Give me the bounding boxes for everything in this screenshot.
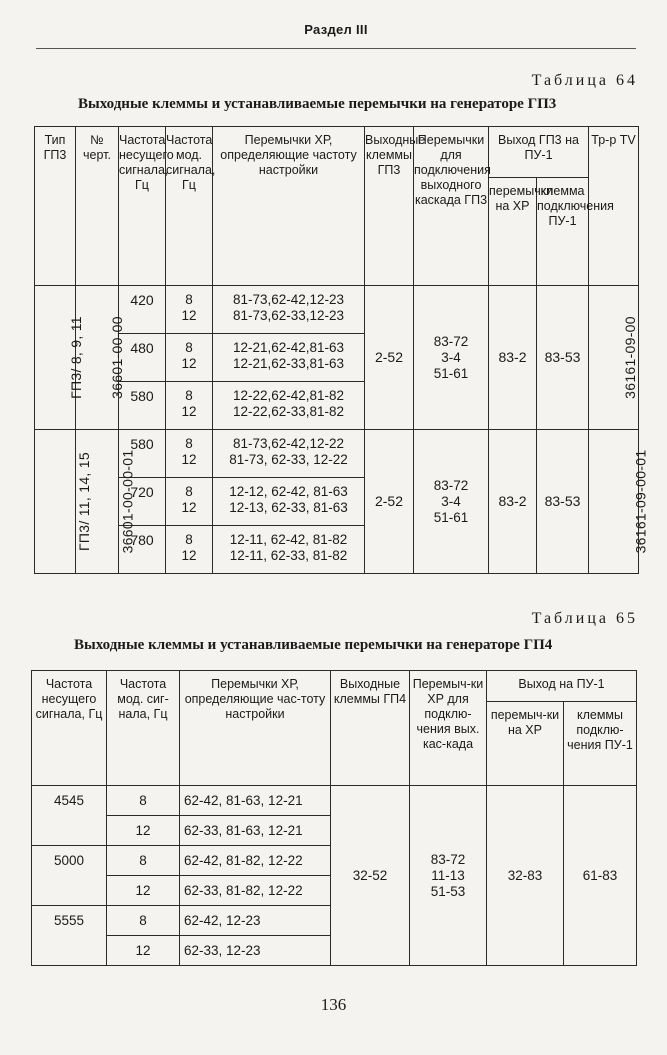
mod-frequency: 8 (107, 906, 180, 936)
header-transformer: Тр-р TV (589, 127, 639, 286)
pu-terminals: 61-83 (564, 786, 637, 966)
table-64-title: Выходные клеммы и устанавливаемые перемычки на генераторе ГП3 (78, 96, 557, 112)
header-pu-terminal: клемма подключения ПУ-1 (537, 178, 589, 286)
carrier-frequency: 580 (119, 430, 166, 478)
jumper-settings: 62-33, 12-23 (180, 936, 331, 966)
group-drawing: 36601-00-00 (76, 286, 119, 430)
table-65 (31, 670, 637, 966)
header-type: Тип ГП3 (35, 127, 76, 286)
carrier-frequency: 720 (119, 478, 166, 526)
jumper-settings: 81-73,62-42,12-23 81-73,62-33,12-23 (213, 286, 365, 334)
header-drawing: № черт. (76, 127, 119, 286)
output-jumpers: 83-72 3-4 51-61 (414, 286, 489, 430)
output-jumpers: 83-72 3-4 51-61 (414, 430, 489, 574)
page-number: 136 (320, 995, 347, 1014)
group-type: ГП3/ 11, 14, 15 (35, 430, 76, 574)
header-jumpers: Перемычки ХР, определяющие час-тоту настройки (180, 671, 331, 786)
output-terminals: 2-52 (365, 286, 414, 430)
table-65-number: Таблица 65 (531, 610, 638, 627)
header-out-jumpers: Перемыч-ки ХР для подклю-чения вых. кас-када (410, 671, 487, 786)
header-carrier: Частота несущего сигнала, Гц (32, 671, 107, 786)
carrier-frequency: 420 (119, 286, 166, 334)
header-pu-jumpers: перемыч-ки на ХР (487, 702, 564, 786)
mod-frequency: 8 12 (166, 382, 213, 430)
pu-jumpers: 83-2 (489, 430, 537, 574)
header-pu-jumpers: перемычки на ХР (489, 178, 537, 286)
table-64-number: Таблица 64 (531, 72, 638, 89)
group-type: ГП3/ 8, 9, 11 (35, 286, 76, 430)
header-pu-group: Выход на ПУ-1 (487, 671, 637, 702)
header-jumpers: Перемычки ХР, определяющие частоту настройки (213, 127, 365, 286)
mod-frequency: 8 (107, 786, 180, 816)
pu-jumpers: 32-83 (487, 786, 564, 966)
pu-jumpers: 83-2 (489, 286, 537, 430)
output-terminals: 32-52 (331, 786, 410, 966)
transformer-drawing: 36161-09-00-01 (589, 430, 639, 574)
header-carrier: Частота несущего сигнала, Гц (119, 127, 166, 286)
pu-terminal: 83-53 (537, 286, 589, 430)
mod-frequency: 12 (107, 816, 180, 846)
mod-frequency: 12 (107, 876, 180, 906)
carrier-frequency: 5555 (32, 906, 107, 966)
jumper-settings: 62-42, 81-82, 12-22 (180, 846, 331, 876)
jumper-settings: 12-11, 62-42, 81-82 12-11, 62-33, 81-82 (213, 526, 365, 574)
header-pu-group: Выход ГП3 на ПУ-1 (489, 127, 589, 178)
jumper-settings: 81-73,62-42,12-22 81-73, 62-33, 12-22 (213, 430, 365, 478)
carrier-frequency: 780 (119, 526, 166, 574)
mod-frequency: 8 12 (166, 430, 213, 478)
carrier-frequency: 480 (119, 334, 166, 382)
jumper-settings: 62-42, 81-63, 12-21 (180, 786, 331, 816)
jumper-settings: 62-33, 81-82, 12-22 (180, 876, 331, 906)
mod-frequency: 8 12 (166, 334, 213, 382)
jumper-settings: 62-42, 12-23 (180, 906, 331, 936)
header-out-terminals: Выходные клеммы ГП3 (365, 127, 414, 286)
carrier-frequency: 5000 (32, 846, 107, 906)
mod-frequency: 8 (107, 846, 180, 876)
pu-terminal: 83-53 (537, 430, 589, 574)
header-mod: Частота мод. сигнала, Гц (166, 127, 213, 286)
jumper-settings: 12-12, 62-42, 81-63 12-13, 62-33, 81-63 (213, 478, 365, 526)
mod-frequency: 8 12 (166, 478, 213, 526)
section-header: Раздел III (304, 22, 368, 37)
table-64 (34, 126, 649, 574)
jumper-settings: 12-22,62-42,81-82 12-22,62-33,81-82 (213, 382, 365, 430)
header-out-terminals: Выходные клеммы ГП4 (331, 671, 410, 786)
header-divider (36, 48, 636, 49)
mod-frequency: 8 12 (166, 526, 213, 574)
header-mod: Частота мод. сиг-нала, Гц (107, 671, 180, 786)
carrier-frequency: 580 (119, 382, 166, 430)
output-jumpers: 83-72 11-13 51-53 (410, 786, 487, 966)
group-drawing: 36601-00-00-01 (76, 430, 119, 574)
output-terminals: 2-52 (365, 430, 414, 574)
header-out-jumpers: Перемычки для подключения выходного каскада ГП3 (414, 127, 489, 286)
mod-frequency: 12 (107, 936, 180, 966)
transformer-drawing: 36161-09-00 (589, 286, 639, 430)
header-pu-terminals: клеммы подклю-чения ПУ-1 (564, 702, 637, 786)
mod-frequency: 8 12 (166, 286, 213, 334)
jumper-settings: 62-33, 81-63, 12-21 (180, 816, 331, 846)
jumper-settings: 12-21,62-42,81-63 12-21,62-33,81-63 (213, 334, 365, 382)
table-65-title: Выходные клеммы и устанавливаемые перемычки на генераторе ГП4 (74, 637, 553, 653)
carrier-frequency: 4545 (32, 786, 107, 846)
